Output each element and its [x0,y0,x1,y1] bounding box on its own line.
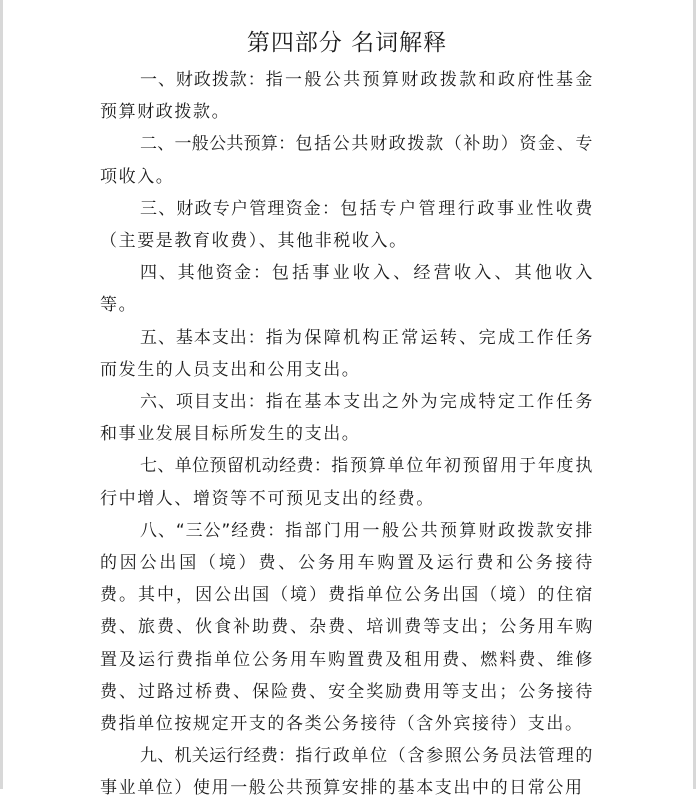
definition-term: 四、其他资金： [140,263,272,284]
definition-text: 包括事业收入、经营收入、其他收入等。 [100,263,594,316]
definition-paragraph [100,128,594,192]
definition-term: 二、一般公共预算： [140,134,296,155]
definition-text: 指预算单位年初预留用于年度执行中增人、增资等不可预见支出的经费。 [100,456,594,509]
page-edge-left [0,0,3,789]
definition-paragraph [100,322,594,386]
definition-text: 指部门用一般公共预算财政拨款安排的因公出国（境）费、公务用车购置及运行费和公务接待费。其中，因公出国（境）费指单位公务出国（境）的住宿费、旅费、伙食补助费、杂费、培训费等支出；公务用车购置及运行费指单位公务用车购置费及租用费、燃料费、维修费、过路过桥费、保险费、安全奖励费用等支出；公务接待费指单位按规定开支的各类公务接待（含外宾接待）支出。 [100,520,594,735]
definition-paragraph [100,193,594,257]
definition-text: 指为保障机构正常运转、完成工作任务而发生的人员支出和公用支出。 [100,327,595,380]
definition-text: 包括公共财政拨款（补助）资金、专项收入。 [100,134,594,187]
document-body [100,0,594,805]
definition-text: 包括专户管理行政事业性收费（主要是教育收费）、其他非税收入。 [100,198,594,252]
definition-paragraph [100,64,594,128]
definition-paragraph [100,386,594,450]
definition-paragraph [100,515,594,740]
definition-text: 指一般公共预算财政拨款和政府性基金预算财政拨款。 [100,70,595,123]
definition-term: 五、基本支出： [140,327,266,348]
definition-text: 指在基本支出之外为完成特定工作任务和事业发展目标所发生的支出。 [100,392,595,445]
definition-text: 指行政单位（含参照公务员法管理的事业单位）使用一般公共预算安排的基本支出中的日常公用 [100,746,594,799]
definition-term: 六、项目支出： [140,392,266,413]
definition-term: 九、机关运行经费： [140,746,296,767]
definition-paragraph [100,257,594,321]
definition-paragraph [100,740,594,804]
section-title: 第四部分 名词解释 [246,30,448,56]
definition-term: 三、财政专户管理资金： [140,198,341,219]
definition-term: 一、财政拨款： [140,70,266,90]
definition-paragraph [100,450,594,514]
definition-term: 七、单位预留机动经费： [140,456,332,477]
definition-term: 八、“三公”经费： [140,520,286,541]
